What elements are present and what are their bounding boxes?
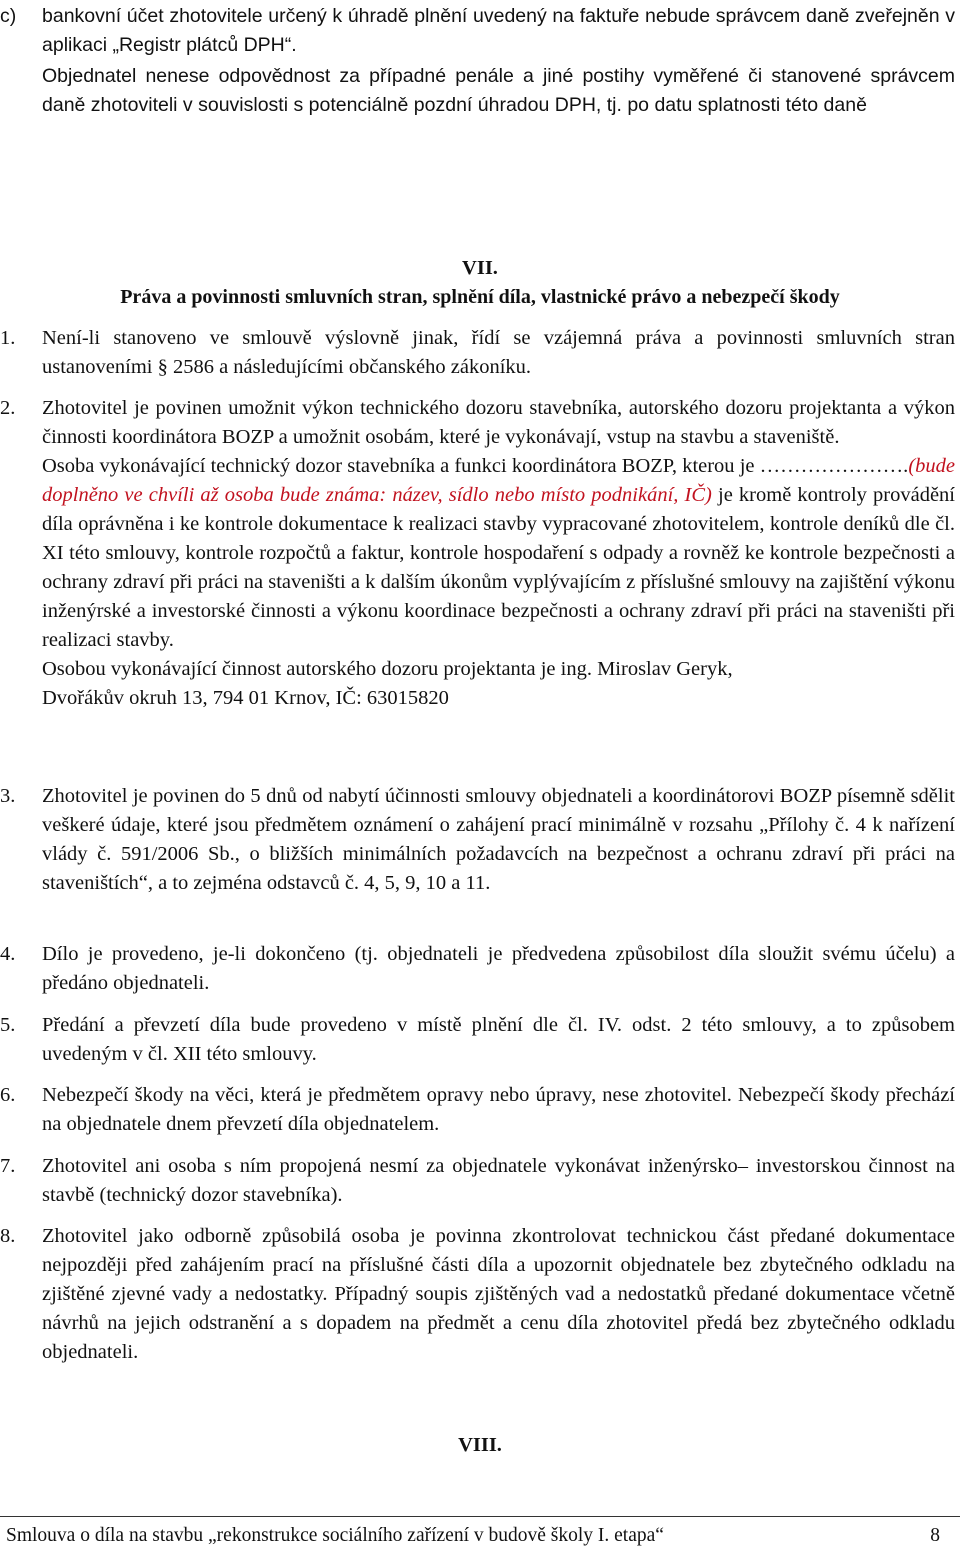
- list-item-5: [0, 1011, 955, 1069]
- liability-paragraph: Objednatel nenese odpovědnost za případné penále a jiné postihy vyměřené či stanovené správcem daně zhotoviteli v souvislosti s potenciálně pozdní úhradou DPH, tj. po datu splatnosti této daně: [42, 65, 955, 116]
- list-item-7: [0, 1152, 955, 1210]
- list-item-number: 8.: [0, 1225, 16, 1247]
- footer-title: Smlouva o díla na stavbu „rekonstrukce sociálního zařízení v budově školy I. etapa“: [6, 1525, 664, 1546]
- list-item-text: Zhotovitel je povinen do 5 dnů od nabytí účinnosti smlouvy objednateli a koordinátorovi BOZP písemně sdělit veškeré údaje, které jsou předmětem oznámení o zahájení prací minimálně v rozsahu „Přílohy č. 4 k nařízení vlády č. 591/2006 Sb., o bližších minimálních požadavcích na bezpečnost a ochranu zdraví při práci na staveništích“, a to zejména odstavců č. 4, 5, 9, 10 a 11.: [42, 785, 955, 894]
- list-item-text: Dílo je provedeno, je-li dokončeno (tj. objednateli je předvedena způsobilost díla sloužit svému účelu) a předáno objednateli.: [42, 943, 955, 994]
- list-item-number: 5.: [0, 1014, 16, 1036]
- footer-divider: [0, 1516, 960, 1517]
- section-title: Práva a povinnosti smluvních stran, splnění díla, vlastnické právo a nebezpečí škody: [120, 286, 840, 308]
- list-item-text: Zhotovitel je povinen umožnit výkon technického dozoru stavebníka, autorského dozoru projektanta a výkon činnosti koordinátora BOZP a umožnit osobám, které je vykonávají, vstup na stavbu a staveniště.: [42, 397, 955, 448]
- list-item-number: 7.: [0, 1155, 16, 1177]
- list-item-3: [0, 782, 955, 898]
- author-supervision-line-2: Dvořákův okruh 13, 794 01 Krnov, IČ: 63015820: [42, 687, 449, 709]
- page-number: 8: [930, 1525, 940, 1546]
- placeholder-note: (bude doplněno ve chvíli až osoba bude známa: název, sídlo nebo místo podnikání, IČ): [42, 455, 955, 506]
- list-item-text: Zhotovitel ani osoba s ním propojená nesmí za objednatele vykonávat inženýrsko– investorskou činnost na stavbě (technický dozor stavebníka).: [42, 1155, 955, 1206]
- list-item-4: [0, 940, 955, 998]
- list-item-number: 1.: [0, 327, 16, 349]
- technical-supervision-rest: je kromě kontroly provádění díla oprávněna i ke kontrole dokumentace k realizaci stavby vypracované zhotovitelem, kontrole deníků dle čl. XI této smlouvy, kontrole rozpočtů a faktur, kontrole hospodaření s odpady a rovněž ke kontrole bezpečnosti a ochrany zdraví při práci na staveništi a k dalším úkonům vyplývajícím z příslušné smlouvy na zajištění výkonu inženýrské a investorské činnosti a výkonu koordinace bezpečnosti a ochrany zdraví při práci na staveništi při realizaci stavby.: [42, 484, 955, 651]
- page-footer: [6, 1521, 954, 1550]
- list-item-text: bankovní účet zhotovitele určený k úhradě plnění uvedený na faktuře nebude správcem daně zveřejněn v aplikaci „Registr plátců DPH“.: [42, 5, 955, 56]
- list-item-text: Nebezpečí škody na věci, která je předmětem opravy nebo úpravy, nese zhotovitel. Nebezpečí škody přechází na objednatele dnem převzetí díla objednatelem.: [42, 1084, 955, 1135]
- list-item-2: [0, 394, 955, 713]
- list-item-label: c): [0, 5, 17, 27]
- list-item-text: Předání a převzetí díla bude provedeno v místě plnění dle čl. IV. odst. 2 této smlouvy, a to způsobem uvedeným v čl. XII této smlouvy.: [42, 1014, 955, 1065]
- list-item-number: 2.: [0, 397, 16, 419]
- section-number: VII.: [462, 257, 498, 279]
- list-item-number: 3.: [0, 785, 16, 807]
- list-item-text: Není-li stanoveno ve smlouvě výslovně jinak, řídí se vzájemná práva a povinnosti smluvních stran ustanoveními § 2586 a následujícími občanského zákoníku.: [42, 327, 955, 378]
- technical-supervision-paragraph: [42, 452, 955, 655]
- list-item-number: 6.: [0, 1084, 16, 1106]
- section-number: VIII.: [458, 1434, 502, 1456]
- author-supervision-line-1: Osobou vykonávající činnost autorského dozoru projektanta je ing. Miroslav Geryk,: [42, 658, 733, 680]
- list-item-8: [0, 1222, 955, 1367]
- list-item-1: [0, 324, 955, 382]
- list-item-text: Zhotovitel jako odborně způsobilá osoba je povinna zkontrolovat technickou část předané dokumentace nejpozději před zahájením prací na příslušné části díla a upozornit objednatele bez zbytečného odkladu na zjištěné zjevné vady a nedostatky. Případný soupis zjištěných vad a nedostatků předané dokumentace včetně návrhů na jejich odstranění a s dopadem na předmět a cenu díla zhotovitel předá bez zbytečného odkladu objednateli.: [42, 1225, 955, 1363]
- list-item-6: [0, 1081, 955, 1139]
- technical-supervision-lead: Osoba vykonávající technický dozor stavebníka a funkci koordinátora BOZP, kterou je ………………….: [42, 455, 909, 477]
- list-item-c: [0, 2, 955, 60]
- list-item-number: 4.: [0, 943, 16, 965]
